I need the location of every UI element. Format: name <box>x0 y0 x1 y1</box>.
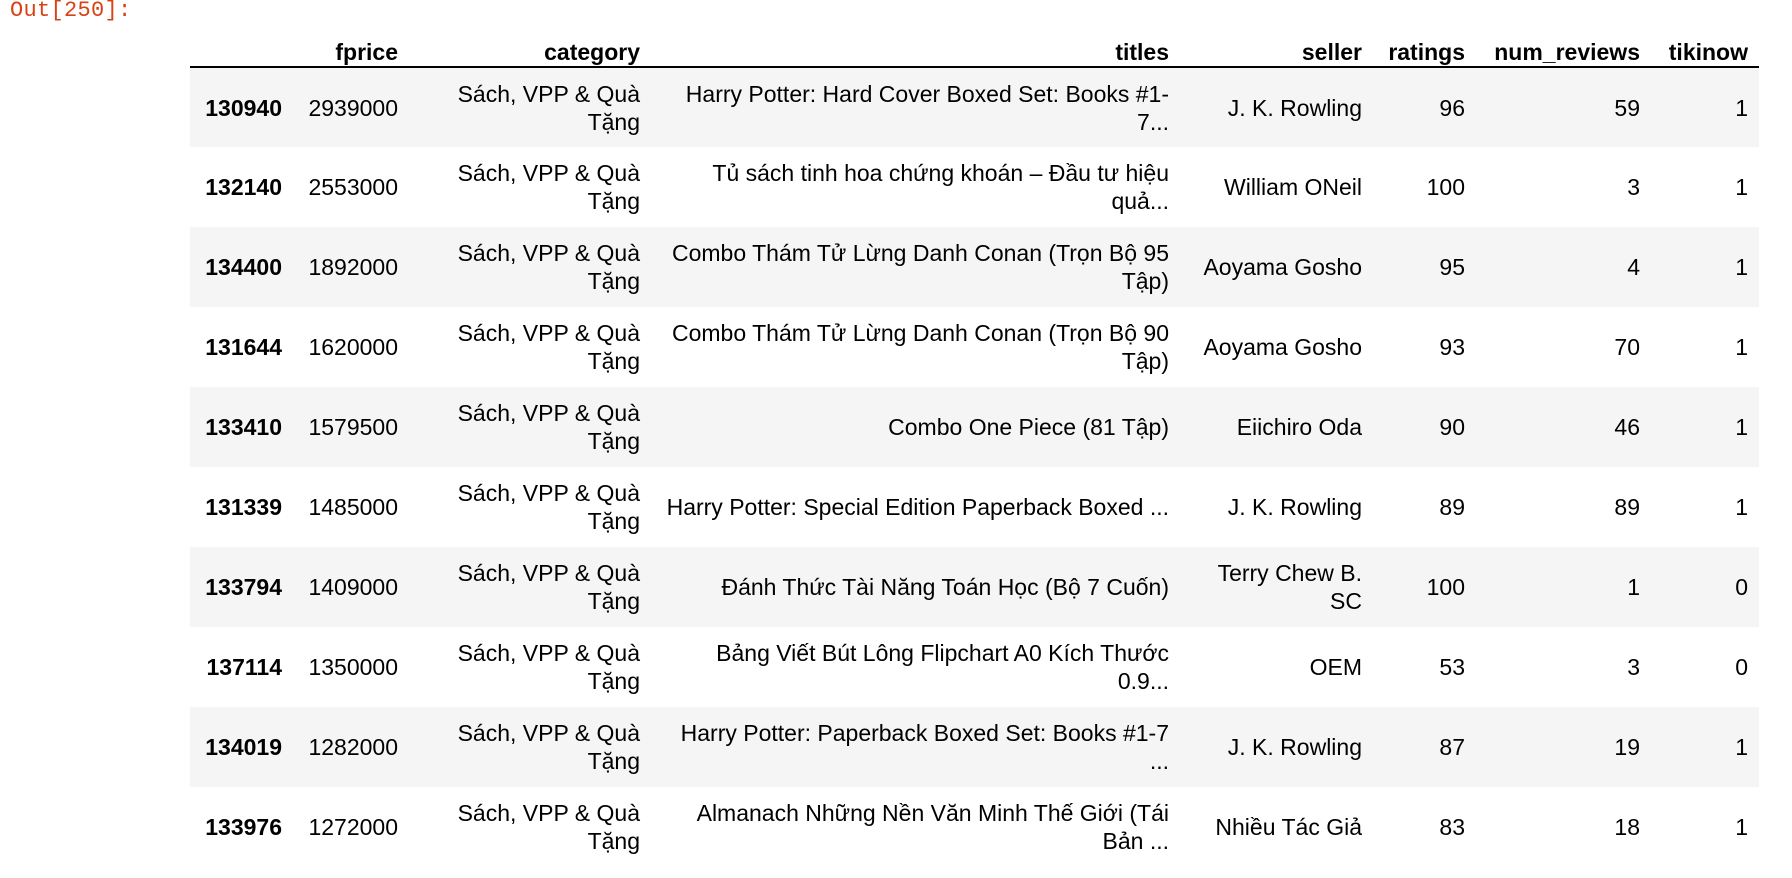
cell-seller: Aoyama Gosho <box>1203 334 1362 360</box>
cell-titles: Harry Potter: Hard Cover Boxed Set: Books #1-7... <box>685 80 1169 135</box>
cell-titles: Combo Thám Tử Lừng Danh Conan (Trọn Bộ 95 Tập) <box>671 240 1169 294</box>
cell-num-reviews: 3 <box>1627 174 1640 200</box>
cell-seller: Terry Chew B. SC <box>1217 560 1362 614</box>
cell-category: Sách, VPP & Quà Tặng <box>457 480 640 534</box>
cell-num-reviews: 46 <box>1614 414 1640 440</box>
cell-num-reviews: 70 <box>1614 334 1640 360</box>
cell-category: Sách, VPP & Quà Tặng <box>457 320 640 374</box>
cell-fprice: 1350000 <box>308 654 398 680</box>
cell-tikinow: 0 <box>1735 574 1748 600</box>
cell-tikinow: 1 <box>1735 734 1748 760</box>
header-row <box>190 18 1759 67</box>
row-index: 137114 <box>206 654 282 680</box>
cell-category: Sách, VPP & Quà Tặng <box>457 400 640 454</box>
cell-titles: Tủ sách tinh hoa chứng khoán – Đầu tư hiệu quả... <box>712 160 1169 214</box>
cell-num-reviews: 1 <box>1627 574 1640 600</box>
table-row <box>190 547 1759 627</box>
cell-seller: Nhiều Tác Giả <box>1215 814 1362 840</box>
row-index: 133794 <box>205 574 282 600</box>
table-row <box>190 147 1759 227</box>
cell-seller: OEM <box>1309 654 1362 680</box>
cell-seller: William ONeil <box>1224 174 1362 200</box>
cell-titles: Combo Thám Tử Lừng Danh Conan (Trọn Bộ 90 Tập) <box>671 320 1169 374</box>
table-body <box>190 67 1759 867</box>
cell-titles: Đánh Thức Tài Năng Toán Học (Bộ 7 Cuốn) <box>721 574 1169 600</box>
cell-ratings: 89 <box>1439 494 1465 520</box>
cell-category: Sách, VPP & Quà Tặng <box>457 720 640 774</box>
cell-ratings: 87 <box>1439 734 1465 760</box>
cell-tikinow: 1 <box>1735 94 1748 121</box>
cell-category: Sách, VPP & Quà Tặng <box>457 800 640 854</box>
table-row <box>190 227 1759 307</box>
cell-num-reviews: 59 <box>1614 94 1640 121</box>
dataframe-output <box>190 18 1759 867</box>
dataframe-table <box>190 18 1759 867</box>
table-row <box>190 787 1759 867</box>
cell-num-reviews: 3 <box>1627 654 1640 680</box>
row-index: 131339 <box>205 494 282 520</box>
cell-fprice: 1409000 <box>308 574 398 600</box>
row-index: 132140 <box>205 174 282 200</box>
table-row <box>190 707 1759 787</box>
cell-fprice: 1579500 <box>308 414 398 440</box>
row-index: 134019 <box>205 734 282 760</box>
cell-seller: Eiichiro Oda <box>1236 414 1362 440</box>
cell-category: Sách, VPP & Quà Tặng <box>457 240 640 294</box>
table-row <box>190 307 1759 387</box>
cell-num-reviews: 89 <box>1614 494 1640 520</box>
column-header-num-reviews: num_reviews <box>1476 18 1651 67</box>
cell-ratings: 93 <box>1439 334 1465 360</box>
cell-ratings: 83 <box>1439 814 1465 840</box>
cell-fprice: 1485000 <box>308 494 398 520</box>
column-header-titles: titles <box>651 18 1180 67</box>
cell-fprice: 1282000 <box>308 734 398 760</box>
cell-fprice: 2939000 <box>308 94 398 121</box>
cell-fprice: 1272000 <box>308 814 398 840</box>
cell-tikinow: 1 <box>1735 814 1748 840</box>
cell-tikinow: 1 <box>1735 334 1748 360</box>
cell-tikinow: 1 <box>1735 494 1748 520</box>
cell-tikinow: 1 <box>1735 414 1748 440</box>
cell-titles: Bảng Viết Bút Lông Flipchart A0 Kích Thước 0.9... <box>716 640 1169 694</box>
row-index: 133976 <box>205 814 282 840</box>
cell-seller: Aoyama Gosho <box>1203 254 1362 280</box>
column-header-seller: seller <box>1180 18 1373 67</box>
cell-tikinow: 1 <box>1735 174 1748 200</box>
cell-num-reviews: 19 <box>1614 734 1640 760</box>
output-prompt: Out[250]: <box>10 0 132 23</box>
column-header-category: category <box>409 18 651 67</box>
cell-category: Sách, VPP & Quà Tặng <box>457 80 640 135</box>
cell-fprice: 2553000 <box>308 174 398 200</box>
index-header <box>190 18 293 67</box>
cell-ratings: 90 <box>1439 414 1465 440</box>
cell-tikinow: 0 <box>1735 654 1748 680</box>
table-row <box>190 467 1759 547</box>
cell-titles: Harry Potter: Special Edition Paperback Boxed ... <box>666 494 1169 520</box>
cell-category: Sách, VPP & Quà Tặng <box>457 160 640 214</box>
cell-ratings: 96 <box>1439 94 1465 121</box>
cell-fprice: 1620000 <box>308 334 398 360</box>
cell-ratings: 100 <box>1426 174 1465 200</box>
row-index: 133410 <box>205 414 282 440</box>
cell-category: Sách, VPP & Quà Tặng <box>457 560 640 614</box>
cell-tikinow: 1 <box>1735 254 1748 280</box>
cell-ratings: 100 <box>1426 574 1465 600</box>
row-index: 131644 <box>205 334 282 360</box>
column-header-ratings: ratings <box>1373 18 1476 67</box>
table-row <box>190 67 1759 147</box>
table-header <box>190 18 1759 67</box>
column-header-fprice: fprice <box>293 18 409 67</box>
cell-fprice: 1892000 <box>308 254 398 280</box>
cell-ratings: 53 <box>1439 654 1465 680</box>
column-header-tikinow: tikinow <box>1651 18 1759 67</box>
cell-seller: J. K. Rowling <box>1227 494 1362 520</box>
cell-ratings: 95 <box>1439 254 1465 280</box>
table-row <box>190 387 1759 467</box>
row-index: 134400 <box>205 254 282 280</box>
cell-num-reviews: 4 <box>1627 254 1640 280</box>
cell-num-reviews: 18 <box>1614 814 1640 840</box>
cell-seller: J. K. Rowling <box>1227 94 1362 121</box>
cell-seller: J. K. Rowling <box>1227 734 1362 760</box>
cell-titles: Combo One Piece (81 Tập) <box>888 414 1169 440</box>
row-index: 130940 <box>205 94 282 121</box>
cell-category: Sách, VPP & Quà Tặng <box>457 640 640 694</box>
cell-titles: Almanach Những Nền Văn Minh Thế Giới (Tái Bản ... <box>696 800 1169 854</box>
cell-titles: Harry Potter: Paperback Boxed Set: Books #1-7 ... <box>680 720 1169 774</box>
table-row <box>190 627 1759 707</box>
